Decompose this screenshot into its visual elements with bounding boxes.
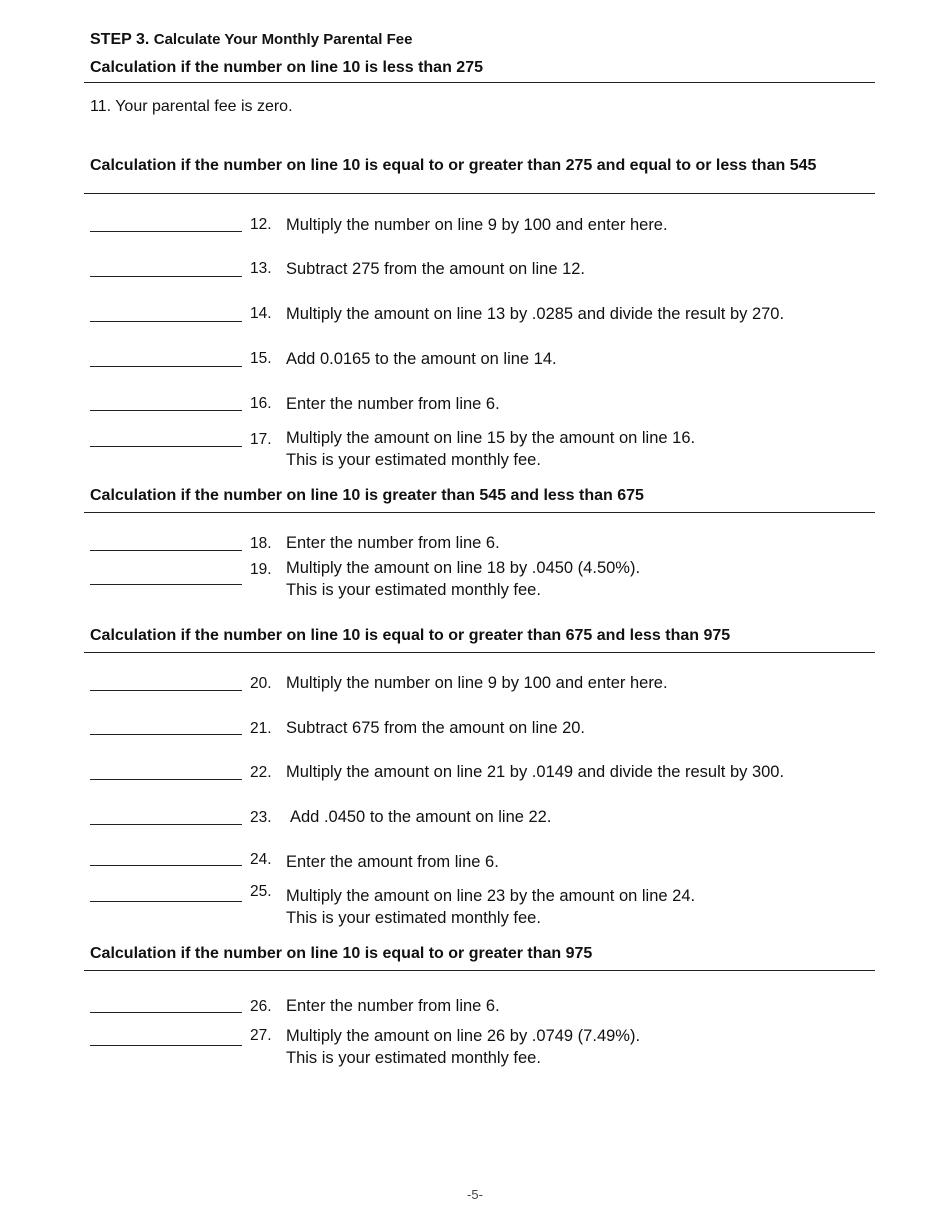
line-13-blank[interactable]	[90, 276, 242, 277]
line-15-blank[interactable]	[90, 366, 242, 367]
section-heading: Calculation if the number on line 10 is less than 275	[90, 59, 483, 76]
divider	[84, 512, 875, 513]
line-16-blank[interactable]	[90, 410, 242, 411]
line-23-blank[interactable]	[90, 824, 242, 825]
line-instruction: Multiply the amount on line 15 by the amount on line 16.	[286, 429, 696, 447]
line-number: 19.	[250, 561, 272, 578]
line-instruction: Multiply the amount on line 13 by .0285 and divide the result by 270.	[286, 305, 785, 323]
section-heading: Calculation if the number on line 10 is equal to or greater than 975	[90, 945, 593, 962]
line-instruction-note: This is your estimated monthly fee.	[286, 451, 541, 469]
line-number: 23.	[250, 809, 272, 826]
section-heading: Calculation if the number on line 10 is greater than 545 and less than 675	[90, 487, 644, 504]
line-instruction: Multiply the amount on line 18 by .0450 (4.50%).	[286, 559, 641, 577]
line-20-blank[interactable]	[90, 690, 242, 691]
section-heading: Calculation if the number on line 10 is equal to or greater than 675 and less than 975	[90, 627, 731, 644]
line-number: 20.	[250, 675, 272, 692]
line-25-blank[interactable]	[90, 901, 242, 902]
line-number: 13.	[250, 260, 272, 277]
line-number: 27.	[250, 1027, 272, 1044]
line-number: 12.	[250, 216, 272, 233]
line-21-blank[interactable]	[90, 734, 242, 735]
line-number: 16.	[250, 395, 272, 412]
line-number: 18.	[250, 535, 272, 552]
step-title-text: Calculate Your Monthly Parental Fee	[153, 31, 413, 48]
line-12-blank[interactable]	[90, 231, 242, 232]
line-17-blank[interactable]	[90, 446, 242, 447]
line-instruction: Enter the number from line 6.	[286, 395, 500, 413]
line-instruction-note: This is your estimated monthly fee.	[286, 1049, 541, 1067]
line-number: 21.	[250, 720, 272, 737]
line-18-blank[interactable]	[90, 550, 242, 551]
line-11-note: 11. Your parental fee is zero.	[90, 98, 293, 115]
line-number: 15.	[250, 350, 272, 367]
line-number: 22.	[250, 764, 272, 781]
line-14-blank[interactable]	[90, 321, 242, 322]
line-22-blank[interactable]	[90, 779, 242, 780]
line-instruction: Multiply the amount on line 21 by .0149 and divide the result by 300.	[286, 763, 785, 781]
line-instruction: Add .0450 to the amount on line 22.	[290, 808, 552, 826]
section-heading: Calculation if the number on line 10 is equal to or greater than 275 and equal to or less than 545	[90, 157, 817, 174]
divider	[84, 82, 875, 83]
divider	[84, 652, 875, 653]
step-label: STEP 3.	[90, 31, 150, 48]
line-24-blank[interactable]	[90, 865, 242, 866]
line-number: 17.	[250, 431, 272, 448]
line-number: 26.	[250, 998, 272, 1015]
line-instruction: Enter the amount from line 6.	[286, 853, 499, 871]
line-instruction: Enter the number from line 6.	[286, 997, 500, 1015]
line-instruction: Multiply the amount on line 26 by .0749 (7.49%).	[286, 1027, 641, 1045]
line-instruction: Add 0.0165 to the amount on line 14.	[286, 350, 557, 368]
line-instruction-note: This is your estimated monthly fee.	[286, 581, 541, 599]
line-26-blank[interactable]	[90, 1012, 242, 1013]
line-instruction: Multiply the number on line 9 by 100 and enter here.	[286, 216, 668, 234]
line-instruction: Enter the number from line 6.	[286, 534, 500, 552]
divider	[84, 970, 875, 971]
line-number: 25.	[250, 883, 272, 900]
line-19-blank[interactable]	[90, 584, 242, 585]
line-number: 14.	[250, 305, 272, 322]
line-number: 24.	[250, 851, 272, 868]
line-instruction: Multiply the number on line 9 by 100 and enter here.	[286, 674, 668, 692]
line-instruction: Multiply the amount on line 23 by the amount on line 24.	[286, 887, 696, 905]
divider	[84, 193, 875, 194]
line-instruction-note: This is your estimated monthly fee.	[286, 909, 541, 927]
line-instruction: Subtract 675 from the amount on line 20.	[286, 719, 586, 737]
line-instruction: Subtract 275 from the amount on line 12.	[286, 260, 586, 278]
line-27-blank[interactable]	[90, 1045, 242, 1046]
page-number: -5-	[467, 1187, 483, 1202]
step-title	[90, 31, 412, 49]
